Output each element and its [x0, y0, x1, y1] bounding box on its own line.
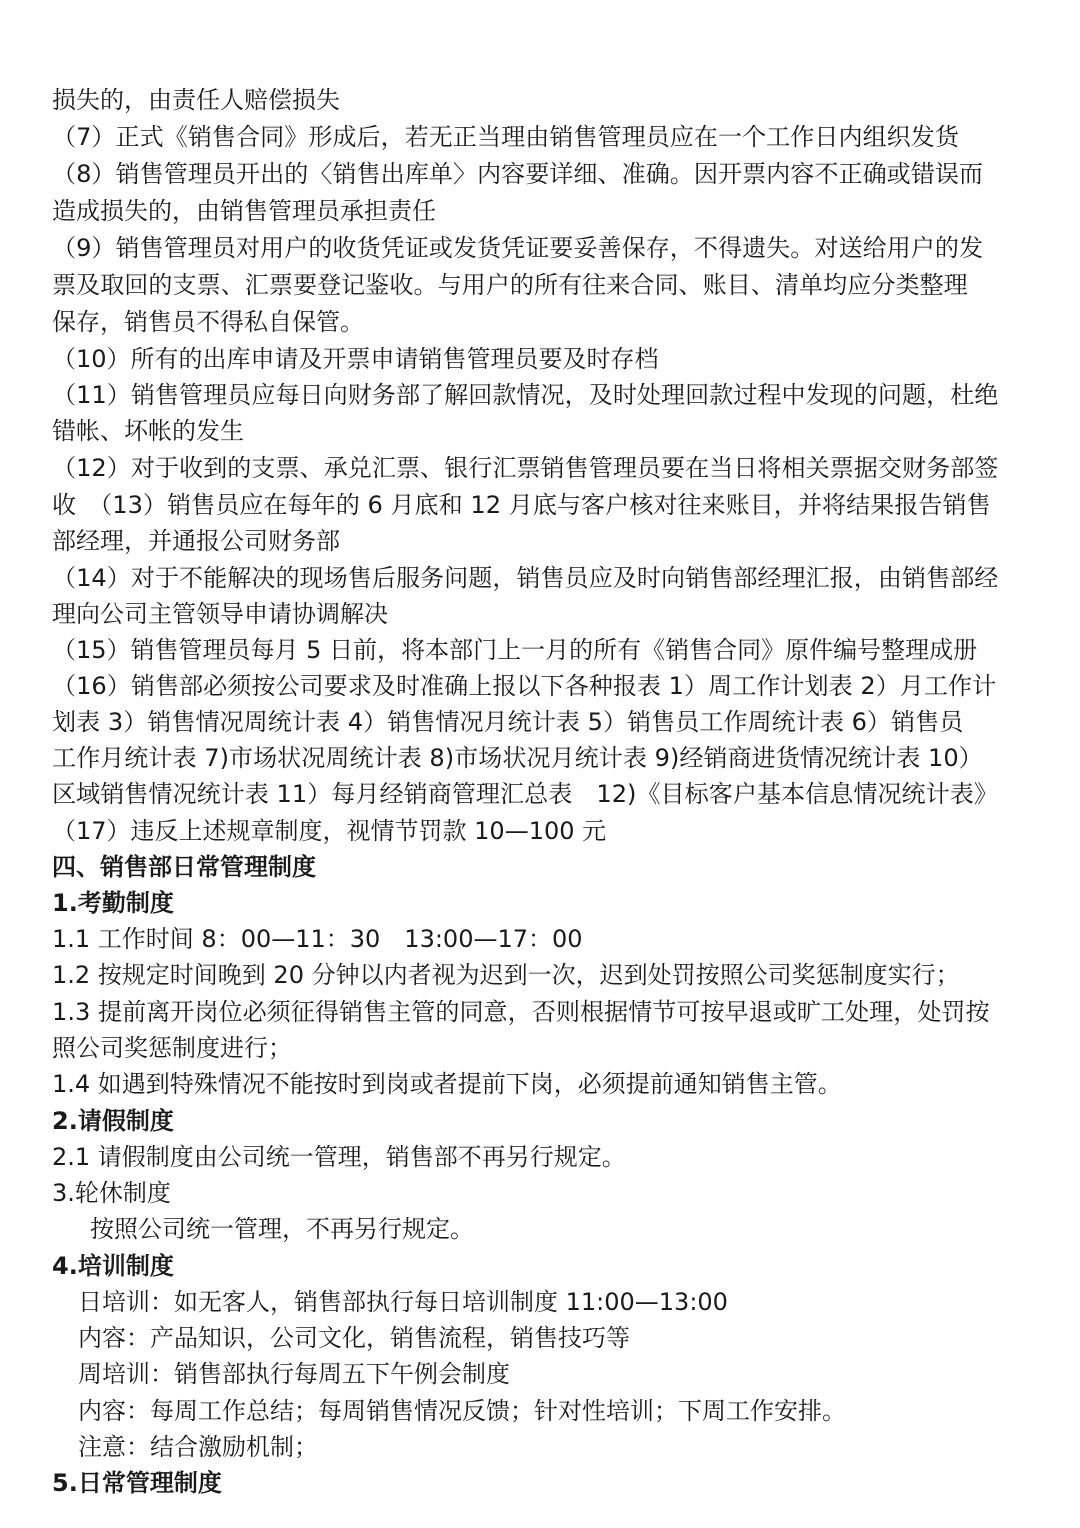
text-line: 1.3 提前离开岗位必须征得销售主管的同意，否则根据情节可按早退或旷工处理，处罚按: [52, 998, 990, 1026]
text-line: 工作月统计表 7)市场状况周统计表 8)市场状况月统计表 9)经销商进货情况统计表 10）: [52, 744, 983, 772]
text-line: 2.1 请假制度由公司统一管理，销售部不再另行规定。: [52, 1143, 626, 1171]
subsection-heading: 3.轮休制度: [52, 1179, 171, 1207]
section-heading: 四、销售部日常管理制度: [52, 853, 316, 881]
text-line: （8）销售管理员开出的〈销售出库单〉内容要详细、准确。因开票内容不正确或错误而: [52, 160, 984, 188]
text-line: （7）正式《销售合同》形成后，若无正当理由销售管理员应在一个工作日内组织发货: [52, 123, 959, 151]
text-line: 损失的，由责任人赔偿损失: [52, 86, 340, 114]
text-line: 1.2 按规定时间晚到 20 分钟以内者视为迟到一次，迟到处罚按照公司奖惩制度实行；: [52, 961, 960, 989]
subsection-heading: 1.考勤制度: [52, 889, 174, 917]
text-line: 注意：结合激励机制；: [78, 1433, 318, 1461]
text-line: （9）销售管理员对用户的收货凭证或发货凭证要妥善保存，不得遗失。对送给用户的发: [52, 234, 984, 262]
text-line: 周培训：销售部执行每周五下午例会制度: [78, 1360, 510, 1388]
text-line: 部经理，并通报公司财务部: [52, 527, 340, 555]
text-line: （12）对于收到的支票、承兑汇票、银行汇票销售管理员要在当日将相关票据交财务部签: [52, 454, 999, 482]
text-line: 票及取回的支票、汇票要登记鉴收。与用户的所有往来合同、账目、清单均应分类整理: [52, 271, 968, 299]
text-line: （10）所有的出库申请及开票申请销售管理员要及时存档: [52, 345, 659, 373]
text-line: 收 （13）销售员应在每年的 6 月底和 12 月底与客户核对往来账目，并将结果报告销售: [52, 491, 991, 519]
text-line: （11）销售管理员应每日向财务部了解回款情况，及时处理回款过程中发现的问题，杜绝: [52, 381, 999, 409]
text-line: 划表 3）销售情况周统计表 4）销售情况月统计表 5）销售员工作周统计表 6）销售员: [52, 708, 964, 736]
text-line: 按照公司统一管理，不再另行规定。: [90, 1215, 474, 1243]
text-line: （14）对于不能解决的现场售后服务问题，销售员应及时向销售部经理汇报，由销售部经: [52, 564, 999, 592]
text-line: 造成损失的，由销售管理员承担责任: [52, 197, 436, 225]
text-line: （15）销售管理员每月 5 日前，将本部门上一月的所有《销售合同》原件编号整理成册: [52, 636, 978, 664]
text-line: 区域销售情况统计表 11）每月经销商管理汇总表 12)《目标客户基本信息情况统计表》: [52, 780, 998, 808]
text-line: 内容：产品知识，公司文化，销售流程，销售技巧等: [78, 1324, 630, 1352]
text-line: 日培训：如无客人，销售部执行每日培训制度 11:00—13:00: [78, 1288, 728, 1316]
text-line: 1.4 如遇到特殊情况不能按时到岗或者提前下岗，必须提前通知销售主管。: [52, 1070, 842, 1098]
text-line: 照公司奖惩制度进行；: [52, 1034, 292, 1062]
text-line: （16）销售部必须按公司要求及时准确上报以下各种报表 1）周工作计划表 2）月工作计: [52, 672, 997, 700]
text-line: （17）违反上述规章制度，视情节罚款 10—100 元: [52, 817, 607, 845]
text-line: 错帐、坏帐的发生: [52, 417, 244, 445]
subsection-heading: 2.请假制度: [52, 1107, 174, 1135]
text-line: 1.1 工作时间 8：00—11：30 13:00—17：00: [52, 925, 583, 953]
subsection-heading: 4.培训制度: [52, 1252, 174, 1280]
text-line: 理向公司主管领导申请协调解决: [52, 600, 388, 628]
text-line: 保存，销售员不得私自保管。: [52, 308, 364, 336]
subsection-heading: 5.日常管理制度: [52, 1469, 222, 1497]
text-line: 内容：每周工作总结；每周销售情况反馈；针对性培训；下周工作安排。: [78, 1397, 846, 1425]
